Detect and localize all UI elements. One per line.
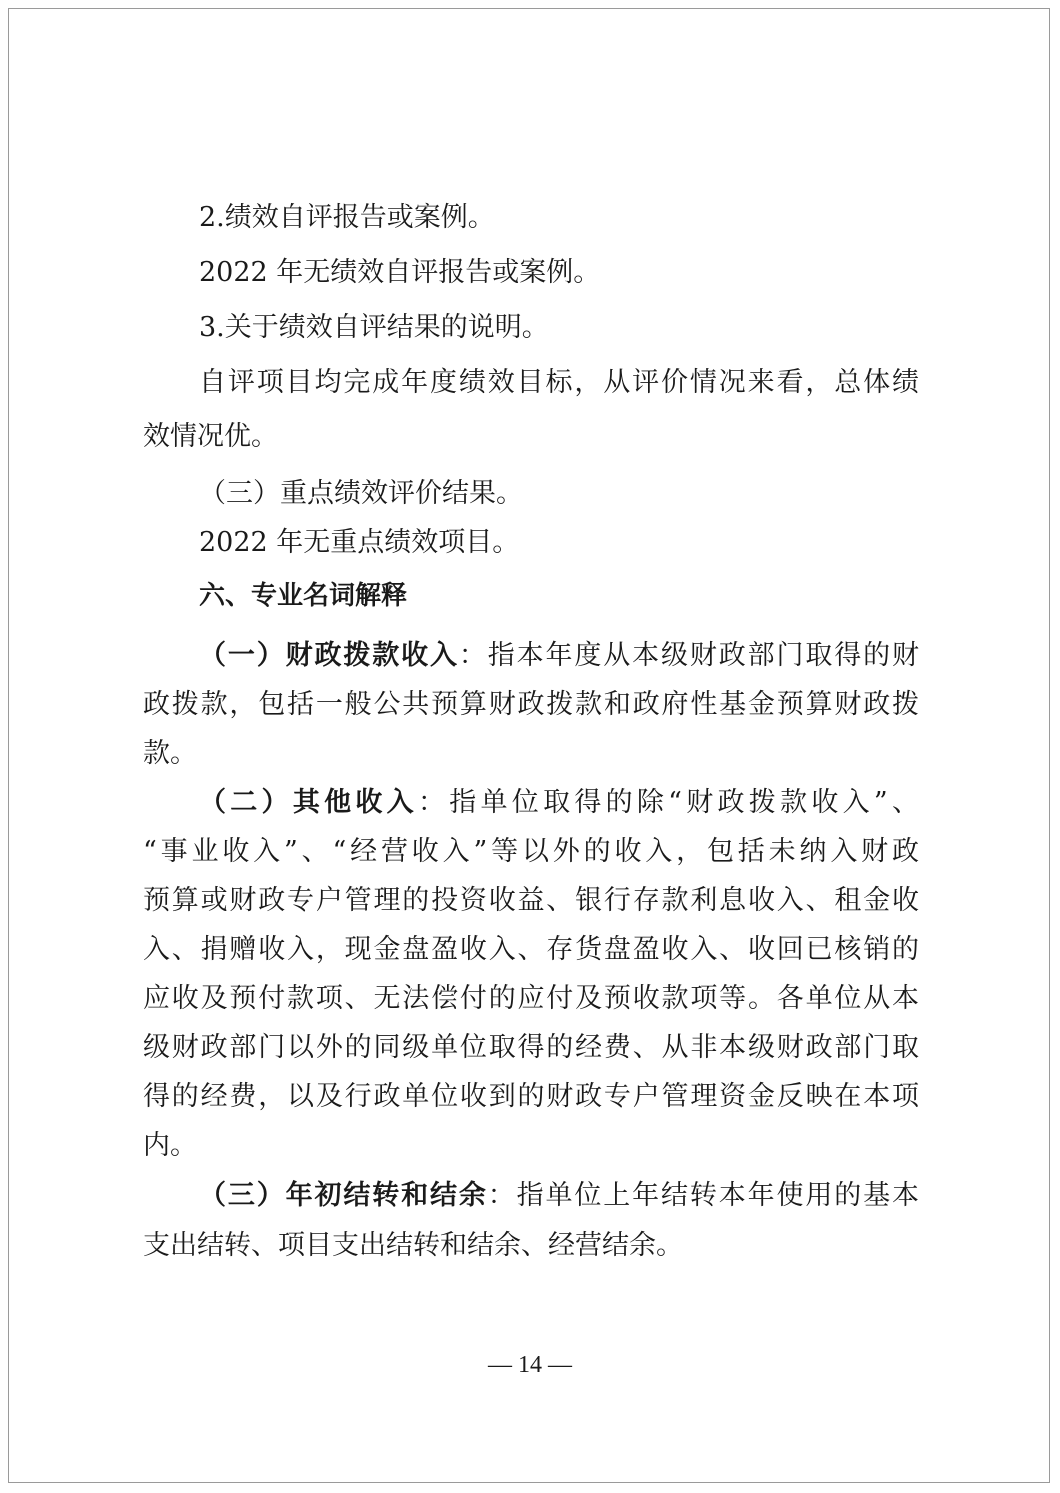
no-key-project-statement: 2022 年无重点绩效项目。 [199,527,520,558]
explanation-line-1: 自评项目均完成年度绩效目标，从评价情况来看，总体绩 [199,367,919,398]
term-3-definition-start: ：指单位上年结转本年使用的基本 [487,1180,919,1211]
term-2-line-5: 应收及预付款项、无法偿付的应付及预收款项等。各单位从本 [143,983,919,1014]
term-1-line-1 [199,640,919,672]
term-3-name: （三）年初结转和结余 [199,1180,488,1211]
explanation-line-2: 效情况优。 [143,421,278,452]
term-3-line-1 [199,1180,919,1212]
term-2-line-2: “事业收入”、“经营收入”等以外的收入，包括未纳入财政 [143,836,919,867]
term-2-line-8: 内。 [143,1130,197,1161]
term-2-name: （二）其他收入 [199,787,418,818]
term-1-definition-start: ：指本年度从本级财政部门取得的财 [458,640,919,671]
item-result-explanation: 3.关于绩效自评结果的说明。 [199,312,549,343]
term-2-line-4: 入、捐赠收入，现金盘盈收入、存货盘盈收入、收回已核销的 [143,934,919,965]
term-2-line-1 [199,787,919,819]
section-heading-terms: 六、专业名词解释 [199,581,408,611]
term-3-line-2: 支出结转、项目支出结转和结余、经营结余。 [143,1230,683,1261]
term-2-line-6: 级财政部门以外的同级单位取得的经费、从非本级财政部门取 [143,1032,919,1063]
term-2-definition-start: ：指单位取得的除“财政拨款收入”、 [417,787,920,818]
item-self-evaluation-report: 2.绩效自评报告或案例。 [199,202,495,233]
term-1-name: （一）财政拨款收入 [199,640,459,671]
term-1-line-3: 款。 [143,738,197,769]
term-1-line-2: 政拨款，包括一般公共预算财政拨款和政府性基金预算财政拨 [143,689,919,720]
page-number: — 14 — [488,1352,572,1378]
subheading-key-evaluation: （三）重点绩效评价结果。 [199,478,523,509]
term-2-line-7: 得的经费，以及行政单位收到的财政专户管理资金反映在本项 [143,1081,919,1112]
no-report-statement: 2022 年无绩效自评报告或案例。 [199,257,601,288]
term-2-line-3: 预算或财政专户管理的投资收益、银行存款利息收入、租金收 [143,885,919,916]
